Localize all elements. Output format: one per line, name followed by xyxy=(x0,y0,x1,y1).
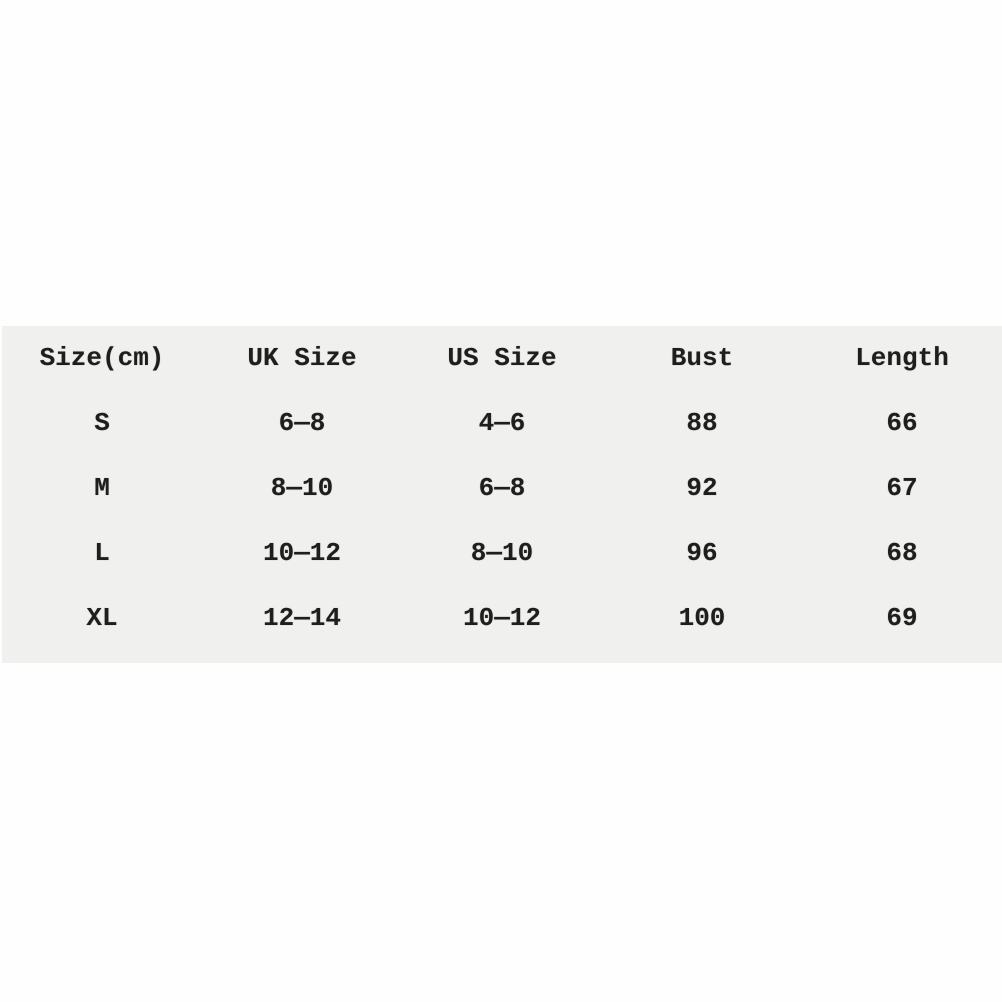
cell-l-uk-size: 10—12 xyxy=(262,537,341,568)
cell-l-bust: 96 xyxy=(686,537,718,568)
column-header-length: Length xyxy=(855,343,949,374)
row-label-l: L xyxy=(94,537,110,568)
size-chart-table xyxy=(2,326,1002,650)
row-label-s: S xyxy=(94,408,110,439)
cell-s-bust: 88 xyxy=(686,408,718,439)
cell-s-uk-size: 6—8 xyxy=(278,408,326,439)
cell-m-us-size: 6—8 xyxy=(478,472,526,503)
cell-m-uk-size: 8—10 xyxy=(270,472,334,503)
column-header-uk-size: UK Size xyxy=(247,343,357,374)
column-header-us-size: US Size xyxy=(447,343,557,374)
column-header-bust: Bust xyxy=(670,343,734,374)
cell-xl-us-size: 10—12 xyxy=(462,602,541,633)
row-label-xl: XL xyxy=(86,602,118,633)
cell-m-bust: 92 xyxy=(686,472,718,503)
cell-l-us-size: 8—10 xyxy=(470,537,534,568)
cell-xl-uk-size: 12—14 xyxy=(262,602,341,633)
cell-m-length: 67 xyxy=(886,472,918,503)
cell-s-length: 66 xyxy=(886,408,918,439)
size-chart-panel xyxy=(2,326,1002,663)
cell-s-us-size: 4—6 xyxy=(478,408,526,439)
cell-xl-length: 69 xyxy=(886,602,918,633)
row-label-m: M xyxy=(94,472,110,503)
cell-l-length: 68 xyxy=(886,537,918,568)
cell-xl-bust: 100 xyxy=(678,602,726,633)
column-header-size-cm: Size(cm) xyxy=(39,343,165,374)
